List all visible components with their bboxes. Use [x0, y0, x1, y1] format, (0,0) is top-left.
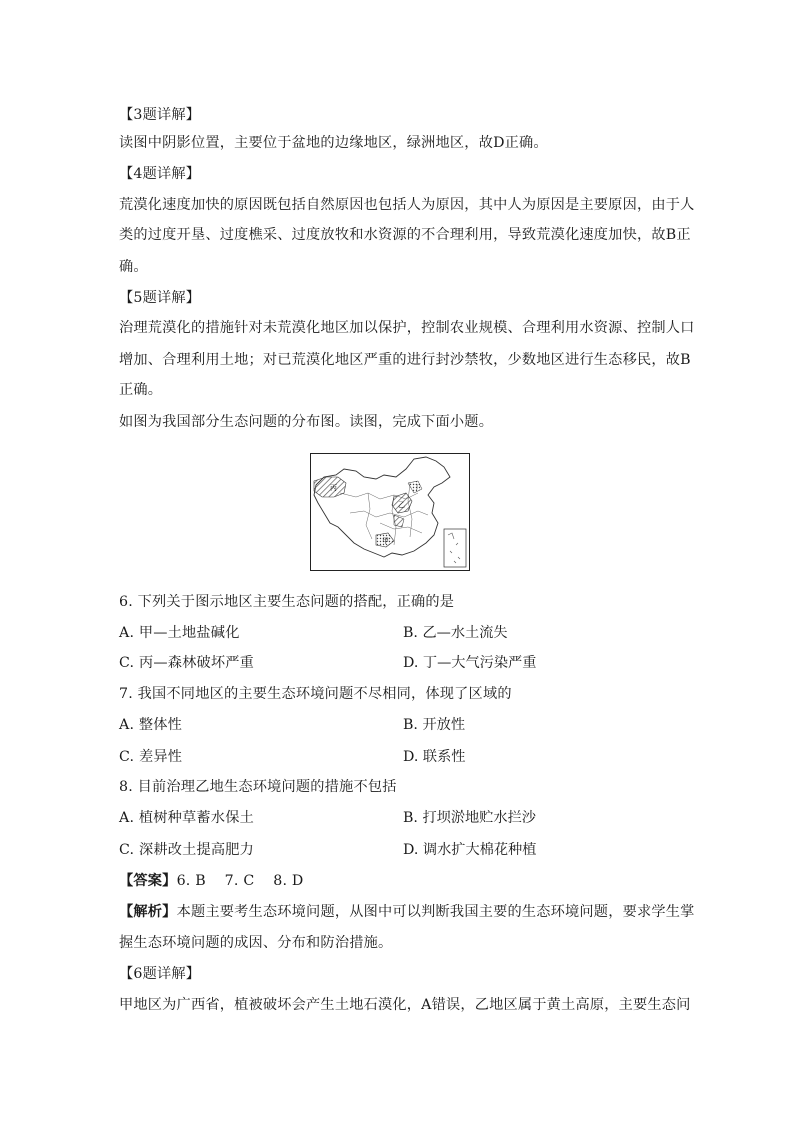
q8-option-a[interactable]: A. 植树种草蓄水保土 — [119, 810, 254, 826]
q5-line-2: 增加、合理利用土地；对已荒漠化地区严重的进行封沙禁牧，少数地区进行生态移民，故B — [119, 352, 691, 368]
q7-option-a[interactable]: A. 整体性 — [119, 717, 183, 733]
analysis-line-2: 握生态环境问题的成因、分布和防治措施。 — [119, 935, 393, 951]
map-label-jia: 甲 — [382, 537, 389, 545]
figure-intro: 如图为我国部分生态问题的分布图。读图，完成下面小题。 — [119, 414, 494, 430]
ecology-map — [310, 453, 470, 571]
q6-option-a[interactable]: A. 甲—土地盐碱化 — [119, 625, 240, 641]
q8-option-b[interactable]: B. 打坝淤地贮水拦沙 — [403, 810, 536, 826]
q4-line-3: 确。 — [119, 259, 148, 275]
answer-line — [119, 871, 303, 891]
q6-option-c[interactable]: C. 丙—森林破坏严重 — [119, 655, 255, 671]
analysis-text-1: 本题主要考生态环境问题，从图中可以判断我国主要的生态环境问题，要求学生掌 — [176, 904, 695, 920]
q4-line-1: 荒漠化速度加快的原因既包括自然原因也包括人为原因，其中人为原因是主要原因，由于人 — [119, 197, 695, 213]
q6-stem: 6. 下列关于图示地区主要生态问题的搭配，正确的是 — [119, 594, 455, 610]
q7-option-b[interactable]: B. 开放性 — [403, 717, 466, 733]
analysis-label: 【解析】 — [119, 904, 177, 920]
q6-option-d[interactable]: D. 丁—大气污染严重 — [403, 655, 537, 671]
q6-detail-heading: 【6题详解】 — [119, 966, 201, 982]
q5-heading: 【5题详解】 — [119, 290, 201, 306]
south-china-sea-inset — [444, 529, 466, 567]
q8-stem: 8. 目前治理乙地生态环境问题的措施不包括 — [119, 779, 397, 795]
q5-line-1: 治理荒漠化的措施针对未荒漠化地区加以保护，控制农业规模、合理利用水资源、控制人口 — [119, 320, 695, 336]
q5-line-3: 正确。 — [119, 382, 163, 398]
q8-option-c[interactable]: C. 深耕改土提高肥力 — [119, 842, 255, 858]
q4-line-2: 类的过度开垦、过度樵采、过度放牧和水资源的不合理利用，导致荒漠化速度加快，故B正 — [119, 227, 691, 243]
q8-option-d[interactable]: D. 调水扩大棉花种植 — [403, 842, 537, 858]
q4-heading: 【4题详解】 — [119, 166, 201, 182]
analysis-line-1 — [119, 902, 695, 922]
q7-stem: 7. 我国不同地区的主要生态环境问题不尽相同，体现了区域的 — [119, 686, 512, 702]
q3-text: 读图中阴影位置，主要位于盆地的边缘地区，绿洲地区，故D正确。 — [119, 135, 548, 151]
q3-heading: 【3题详解】 — [119, 107, 201, 123]
map-label-yi: 乙 — [398, 501, 405, 509]
map-label-bing: 丙 — [330, 484, 337, 492]
q7-option-d[interactable]: D. 联系性 — [403, 749, 466, 765]
q7-option-c[interactable]: C. 差异性 — [119, 749, 183, 765]
q6-detail-line-1: 甲地区为广西省，植被破坏会产生土地石漠化，A错误，乙地区属于黄土高原，主要生态问 — [119, 997, 691, 1013]
answer-text: 6. B 7. C 8. D — [176, 873, 304, 889]
q6-option-b[interactable]: B. 乙—水土流失 — [403, 625, 508, 641]
answer-label: 【答案】 — [119, 873, 177, 889]
map-label-ding: 丁 — [414, 484, 421, 491]
